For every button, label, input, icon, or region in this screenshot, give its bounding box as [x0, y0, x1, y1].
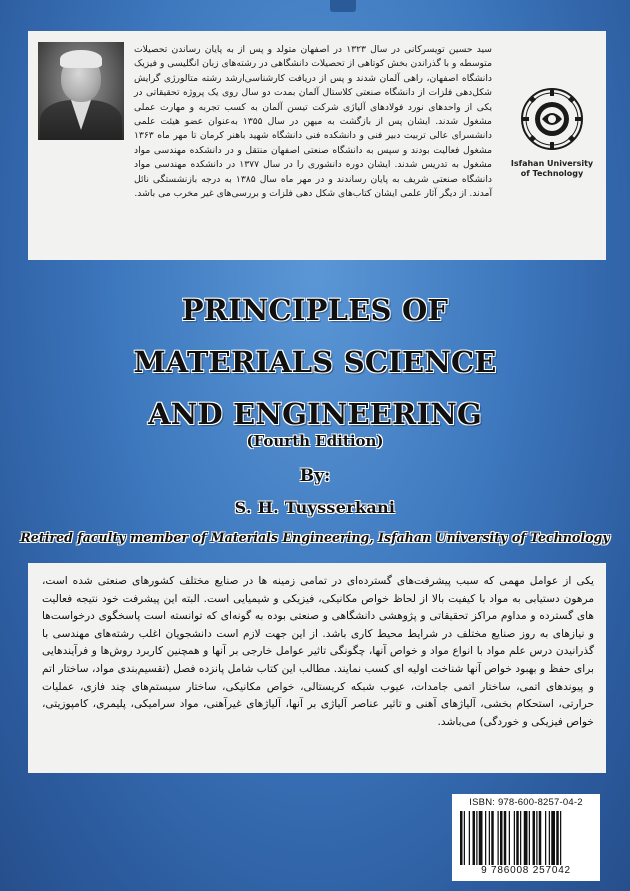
barcode-bar: [509, 811, 510, 865]
barcode-bar: [516, 811, 519, 865]
university-name: Isfahan University of Technology: [510, 159, 594, 178]
barcode-bar: [504, 811, 507, 865]
barcode-bar: [551, 811, 555, 865]
author-bio-panel: [28, 31, 606, 260]
isbn-label: ISBN: 978-600-8257-04-2: [469, 797, 583, 808]
barcode-bar: [549, 811, 550, 865]
isbn-barcode: [452, 794, 600, 881]
book-title: [0, 284, 630, 440]
barcode-bar: [500, 811, 503, 865]
barcode-bar: [533, 811, 536, 865]
barcode-bar: [514, 811, 515, 865]
author-affiliation: Retired faculty member of Materials Engineering, Isfahan University of Technology: [20, 530, 610, 545]
barcode-bar: [469, 811, 470, 865]
barcode-bar: [491, 811, 494, 865]
book-description-text: یکی از عوامل مهمی که سبب پیشرفت‌های گسترده‌ای در تمامی زمینه ها در صنایع مختلف کشورهای صنعتی شده است، مرهون دستیابی به مواد با کیفیت بالا از لحاظ خواص مکانیکی، فیزیکی و شیمیایی است. البته این پیشرفت خود نتیجه فعالیت های گسترده و مداوم مراکز تحقیقاتی و پژوهشی دانشگاهی و صنعتی بوده به گونه‌ای که توانسته است پاسخگوی درخواست‌ها و نیازهای به روز صنایع مختلف در شرایط محیط کاری باشد. از این جهت لازم است دانشجویان اغلب رشته‌های مهندسی با گذرانیدن درس علم مواد با انواع مواد و خواص آنها، چگونگی تاثیر عوامل خارجی بر آنها و همچنین کاربرد روش‌ها و فرآیندهایی برای حفظ و بهبود خواص آنها شناخت اولیه ای کسب نمایند. مطالب این کتاب شامل پانزده فصل (تقسیم‌بندی مواد، ساختار اتم و پیوندهای اتمی، ساختار اتمی جامدات، عیوب شبکه کریستالی، خواص مکانیکی، ساختار سیستم‌های چند فازی، عملیات حرارتی، استحکام بخشی، آلیاژهای آهنی و تاثیر عناصر آلیاژی بر آنها، آلیاژهای غیرآهنی، مواد سرامیکی، پلیمری، کامپوزیتی، خواص فیزیکی و خوردگی) می‌باشد.: [42, 575, 594, 728]
title-line-1: PRINCIPLES OF: [181, 293, 449, 327]
university-logo-icon: [520, 87, 584, 151]
author-name: S. H. Tuysserkani: [234, 498, 396, 517]
barcode-bar: [536, 811, 537, 865]
book-description-panel: [28, 563, 606, 773]
barcode-bar: [529, 811, 530, 865]
author-bio-text: سید حسین تویسرکانی در سال ۱۳۲۳ در اصفهان متولد و پس از به پایان رساندن تحصیلات متوسطه و با گذراندن بخش کوتاهی از تحصیلات دانشگاهی در رشته‌های زبان انگلیسی و فیزیک دانشگاه اصفهان، راهی آلمان شدند و پس از دریافت کارشناسی‌ارشد رشته متالورژی گرایش شکل‌دهی فلزات از دانشگاه صنعتی کلاستال آلمان بمدت دو سال روی یک پروژه تحقیقاتی در یکی از واحدهای نورد فولادهای آلیاژی شرکت تیسن آلمان به کسب تجربه و مهارت عملی مشغول شدند. ایشان پس از بازگشت به میهن در سال ۱۳۵۵ به‌عنوان عضو هیئت علمی دانشسرای عالی تربیت دبیر فنی و دانشکده فنی دانشگاه شهید باهنر کرمان تا مهر ماه ۱۳۶۳ مشغول فعالیت بودند و سپس به دانشگاه صنعتی اصفهان منتقل و در دانشکده مهندسی مواد مشغول به تدریس شدند. ایشان دوره دانشوری را در سال ۱۳۷۷ در دانشکده مهندسی مواد دانشگاه صنعتی شریف به پایان رساندند و در مهر ماه سال ۱۳۸۵ به درجه بازنشستگی نائل آمدند. از دیگر آثار علمی ایشان کتاب‌های شکل دهی فلزات و بررسی‌های غیر مخرب می باشد.: [134, 44, 492, 200]
barcode-bar: [556, 811, 559, 865]
barcode-bars: [458, 811, 594, 865]
barcode-bar: [473, 811, 476, 865]
barcode-bar: [460, 811, 463, 865]
by-label: By:: [299, 466, 331, 486]
barcode-bar: [476, 811, 477, 865]
barcode-bar: [479, 811, 483, 865]
barcode-bar: [539, 811, 542, 865]
barcode-bar: [545, 811, 546, 865]
barcode-bar: [560, 811, 561, 865]
title-line-2: MATERIALS SCIENCE: [133, 345, 497, 379]
barcode-bar: [489, 811, 490, 865]
edition-label: (Fourth Edition): [246, 432, 384, 450]
cover-top-notch: [330, 0, 356, 12]
barcode-bar: [524, 811, 528, 865]
barcode-bar: [520, 811, 521, 865]
title-line-3: AND ENGINEERING: [148, 397, 482, 431]
author-photo: [38, 42, 124, 140]
barcode-bar: [498, 811, 499, 865]
barcode-bar: [464, 811, 465, 865]
barcode-bar: [485, 811, 486, 865]
barcode-digits: 9 786008 257042: [481, 865, 571, 876]
